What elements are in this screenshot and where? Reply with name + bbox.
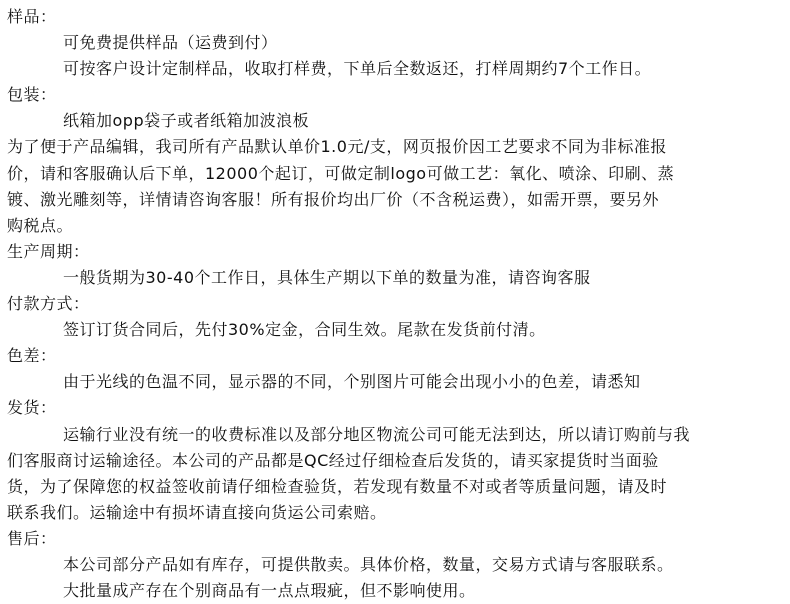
shipping-line-4: 联系我们。运输途中有损坏请直接向货运公司索赔。 [7, 502, 387, 522]
packaging-heading: 包装： [7, 85, 57, 105]
samples-heading: 样品： [7, 7, 57, 26]
document-body [7, 4, 785, 604]
production-heading: 生产周期： [7, 241, 90, 261]
samples-line-free: 可免费提供样品（运费到付） [63, 33, 278, 53]
payment-line: 签订订货合同后，先付30%定金，合同生效。尾款在发货前付清。 [63, 320, 546, 340]
pricing-note-line-3: 镀、激光雕刻等，详情请咨询客服！所有报价均出厂价（不含税运费），如需开票，要另外 [7, 189, 660, 209]
aftersales-heading: 售后： [7, 528, 57, 548]
shipping-heading: 发货： [7, 398, 57, 418]
production-line: 一般货期为30-40个工作日，具体生产期以下单的数量为准，请咨询客服 [63, 267, 591, 287]
shipping-line-3: 货，为了保障您的权益签收前请仔细检查验货，若发现有数量不对或者等质量问题，请及时 [7, 476, 668, 496]
aftersales-line-2: 大批量成产存在个别商品有一点点瑕疵，但不影响使用。 [63, 581, 476, 601]
packaging-line: 纸箱加opp袋子或者纸箱加波浪板 [63, 111, 310, 131]
pricing-note-line-4: 购税点。 [7, 215, 74, 235]
payment-heading: 付款方式： [7, 294, 90, 314]
aftersales-line-1: 本公司部分产品如有库存，可提供散卖。具体价格，数量，交易方式请与客服联系。 [63, 554, 674, 574]
color-line: 由于光线的色温不同，显示器的不同，个别图片可能会出现小小的色差，请悉知 [63, 372, 641, 392]
pricing-note-line-2: 价，请和客服确认后下单，12000个起订，可做定制logo可做工艺：氧化、喷涂、印刷、蒸 [7, 163, 675, 183]
pricing-note-line-1: 为了便于产品编辑，我司所有产品默认单价1.0元/支，网页报价因工艺要求不同为非标准报 [7, 137, 667, 157]
color-heading: 色差： [7, 346, 57, 366]
shipping-line-1: 运输行业没有统一的收费标准以及部分地区物流公司可能无法到达，所以请订购前与我 [63, 424, 691, 444]
shipping-line-2: 们客服商讨运输途径。本公司的产品都是QC经过仔细检查后发货的，请买家提货时当面验 [7, 450, 659, 470]
samples-line-custom: 可按客户设计定制样品，收取打样费，下单后全数返还，打样周期约7个工作日。 [63, 59, 652, 79]
